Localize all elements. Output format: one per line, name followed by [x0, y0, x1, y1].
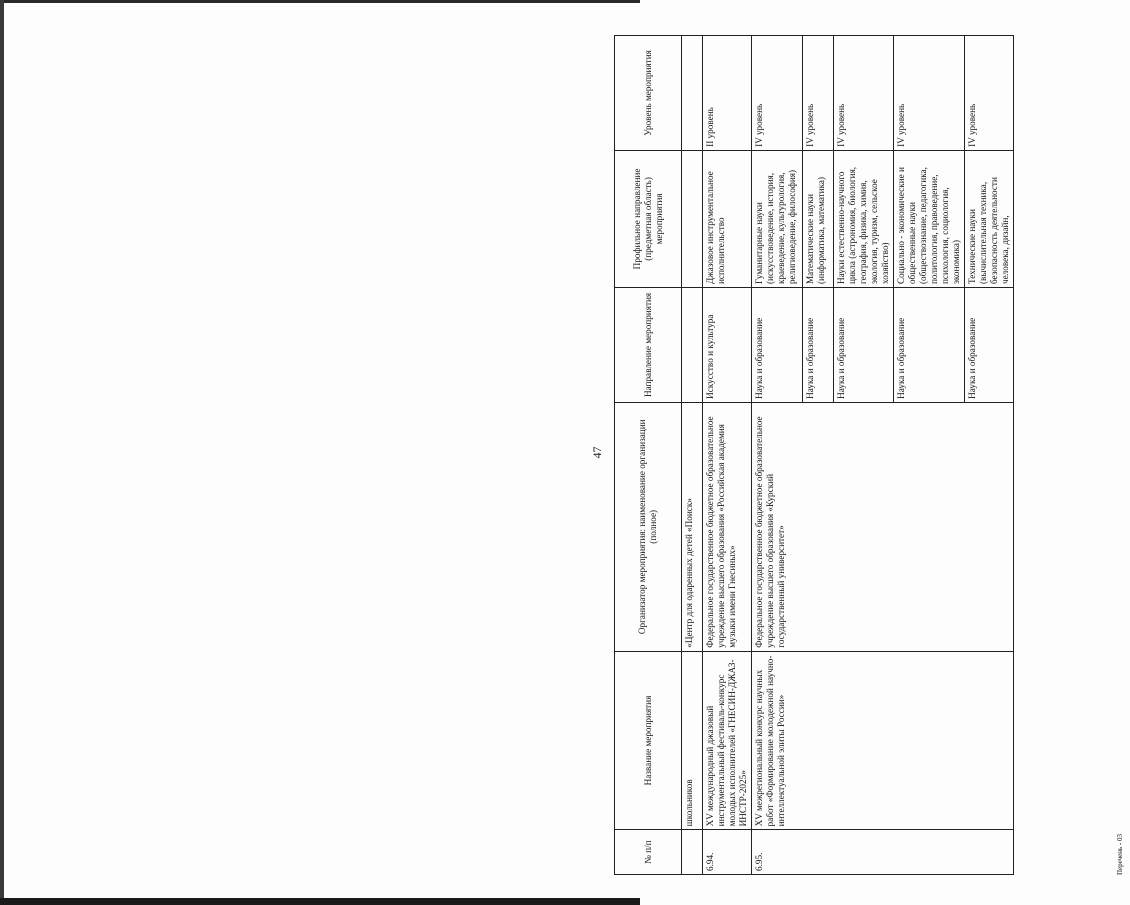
- cell-direction: Наука и образование: [834, 288, 894, 403]
- cell-level: IV уровень: [752, 36, 803, 151]
- header-direction: Направление мероприятия: [615, 288, 682, 403]
- cell-level: IV уровень: [834, 36, 894, 151]
- header-organizer: Организатор мероприятия: наименование организации (полное): [615, 402, 682, 651]
- cell-profile: Технические науки (вычислительная техника, безопасность деятельности человека, дизайн,: [965, 150, 1014, 287]
- cell-profile: Математические науки (информатика, математика): [803, 150, 834, 287]
- cell-level: IV уровень: [965, 36, 1014, 151]
- scan-edge-left: [0, 0, 4, 905]
- cell-direction: Наука и образование: [752, 288, 803, 403]
- cell-level: IV уровень: [894, 36, 965, 151]
- table-header-row: [615, 36, 682, 875]
- cell-direction: Наука и образование: [803, 288, 834, 403]
- cell-level: II уровень: [703, 36, 752, 151]
- cell-profile: Социально - экономические и общественные науки (обществознание, педагогика, политология, правоведение, психология, социология, экономика): [894, 150, 965, 287]
- cell-direction: Искусство и культура: [703, 288, 752, 403]
- table-row-6-94: [703, 36, 752, 875]
- cell-organizer: Федеральное государственное бюджетное образовательное учреждение высшего образования «Курский государственный университет»: [752, 402, 1014, 651]
- cell-organizer: Федеральное государственное бюджетное образовательное учреждение высшего образования «Российская академия музыки имени Гнесиных»: [703, 402, 752, 651]
- cell-num: 6.94.: [703, 830, 752, 875]
- page-number: 47: [590, 446, 604, 459]
- table-row-continuation: [682, 36, 703, 875]
- events-table: [614, 35, 1014, 875]
- cell-direction: [682, 288, 703, 403]
- cell-profile: Гуманитарные науки (искусствоведение, история, краеведение, культурология, религиоведение, философия): [752, 150, 803, 287]
- header-level: Уровень мероприятия: [615, 36, 682, 151]
- cell-num: [682, 830, 703, 875]
- cell-direction: Наука и образование: [894, 288, 965, 403]
- header-num: № п/п: [615, 830, 682, 875]
- header-event-name: Название мероприятия: [615, 651, 682, 830]
- cell-level: [682, 36, 703, 151]
- cell-organizer: «Центр для одаренных детей «Поиск»: [682, 402, 703, 651]
- cell-num: 6.95.: [752, 830, 1014, 875]
- cell-event-name: XV международный джазовый инструментальный фестиваль-конкурс молодых исполнителей «ГНЕСИН-ДЖАЗ-ИНСТР-2025»: [703, 651, 752, 830]
- cell-direction: Наука и образование: [965, 288, 1014, 403]
- rotated-document-page: [590, 20, 1130, 885]
- cell-profile: Науки естественно-научного цикла (астрономия, биология, география, физика, химия, экология, туризм, сельское хозяйство): [834, 150, 894, 287]
- cell-profile: [682, 150, 703, 287]
- scan-edge-bottom: [0, 898, 640, 905]
- scan-edge-top: [0, 0, 640, 3]
- cell-event-name: XV межрегиональный конкурс научных работ «Формирование молодежной научно-интеллектуальной элиты России»: [752, 651, 1014, 830]
- table-row-6-95: [752, 36, 803, 875]
- cell-event-name: школьников: [682, 651, 703, 830]
- cell-level: IV уровень: [803, 36, 834, 151]
- footer-note: Перечень - 03: [1116, 834, 1124, 875]
- header-profile: Профильное направление (предметная область) мероприятия: [615, 150, 682, 287]
- cell-profile: Джазовое инструментальное исполнительство: [703, 150, 752, 287]
